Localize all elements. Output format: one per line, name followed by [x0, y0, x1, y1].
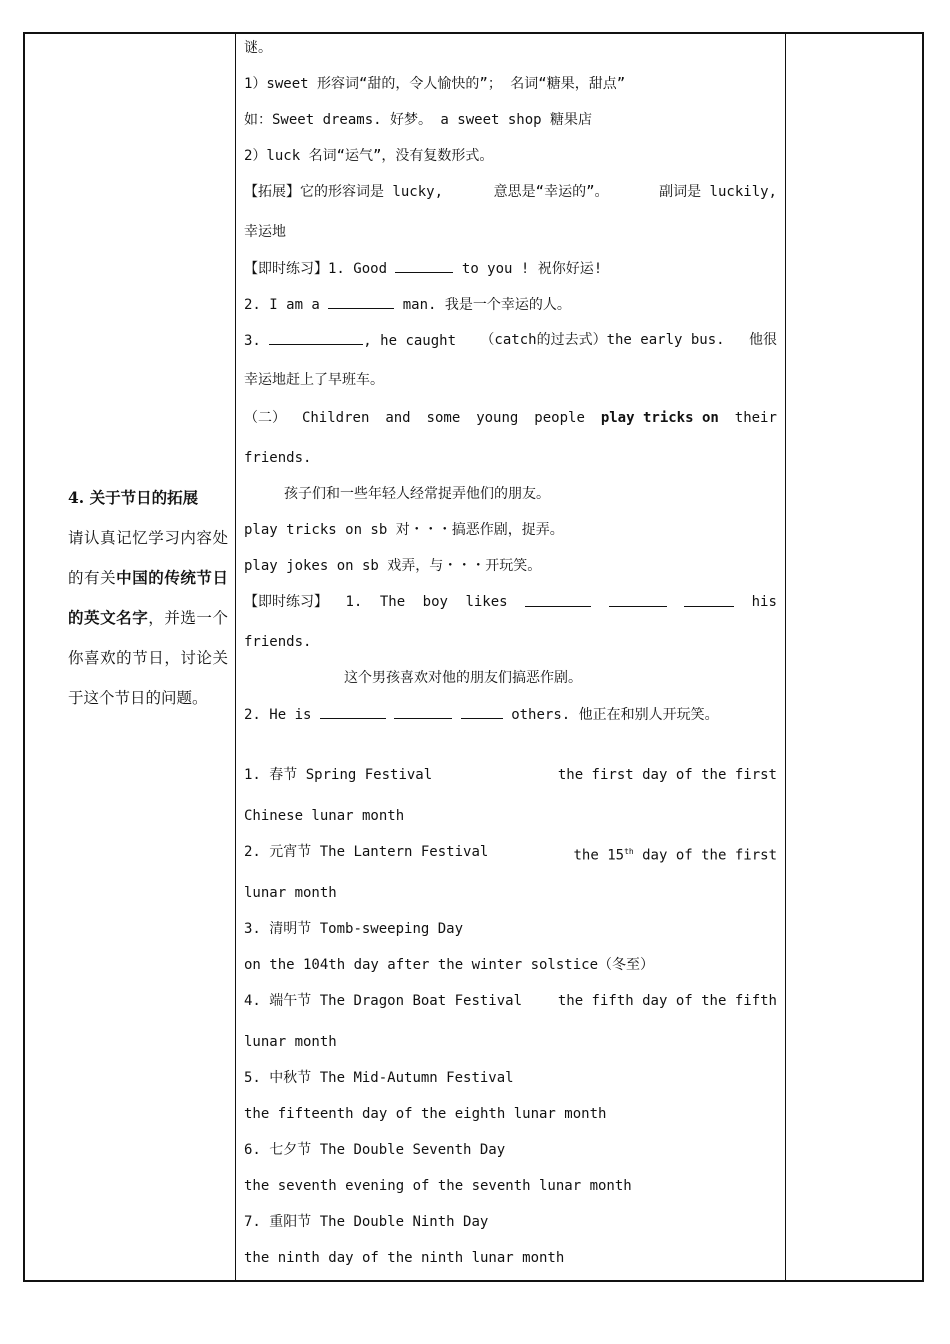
- festival-6-date: the seventh evening of the seventh lunar month: [244, 1178, 632, 1194]
- line-friends: friends.: [244, 450, 312, 466]
- festival-4-name-wrap: [244, 991, 522, 1011]
- word: some: [426, 410, 461, 426]
- festival-2-date-cont: lunar month: [244, 885, 337, 901]
- exercise-3-start: [244, 330, 456, 351]
- left-bold-phrase: 中国的传统节日的英文名字: [68, 568, 228, 627]
- festival-name: 重阳节 The Double Ninth Day: [269, 1214, 489, 1230]
- exercise-4-the: The: [379, 594, 406, 610]
- festival-7-date: the ninth day of the ninth lunar month: [244, 1250, 565, 1266]
- festival-1-name-wrap: [244, 765, 432, 785]
- festival-4: [244, 991, 777, 1011]
- word: （二）: [244, 410, 286, 426]
- exercise-2-suffix: man. 我是一个幸运的人。: [402, 297, 571, 313]
- left-heading: 4. 关于节日的拓展: [68, 488, 199, 507]
- line-luckily-meaning: 幸运地: [244, 224, 286, 240]
- exercise-3-catch: （catch的过去式）the early bus.: [480, 332, 725, 348]
- exercise-4-his: his: [751, 594, 777, 610]
- festival-number: 6.: [244, 1142, 261, 1158]
- date-sup: th: [624, 847, 634, 856]
- festival-name: 七夕节 The Double Seventh Day: [269, 1142, 506, 1158]
- blank-field[interactable]: [684, 592, 734, 607]
- exercise-1: [244, 258, 777, 279]
- word: Children: [301, 410, 370, 426]
- exercise-4: [244, 592, 777, 612]
- date-pre: the 15: [573, 847, 625, 864]
- festival-6: [244, 1140, 777, 1160]
- festival-5: [244, 1068, 777, 1088]
- exercise-3: [244, 330, 777, 351]
- festival-1: [244, 765, 777, 785]
- exercise-4-friends: friends.: [244, 634, 312, 650]
- blank-field[interactable]: [269, 330, 363, 345]
- exercise-3-end: 他很: [748, 332, 777, 348]
- festival-2-name-wrap: [244, 842, 488, 866]
- festival-date: the first day of the first: [557, 767, 777, 783]
- blank-field[interactable]: [525, 592, 591, 607]
- line-translation: 孩子们和一些年轻人经常捉弄他们的朋友。: [284, 486, 550, 502]
- word: and: [385, 410, 411, 426]
- festival-number: 1.: [244, 767, 261, 783]
- blank-field[interactable]: [394, 704, 452, 719]
- festival-name: 清明节 Tomb-sweeping Day: [269, 921, 464, 937]
- festival-5-date: the fifteenth day of the eighth lunar month: [244, 1106, 607, 1122]
- exercise-3-translation: 幸运地赶上了早班车。: [244, 372, 384, 388]
- blank-field[interactable]: [320, 704, 386, 719]
- exercise-1-suffix: to you ! 祝你好运!: [461, 261, 603, 277]
- column-divider-right: [785, 32, 786, 1282]
- extension-part-3: 副词是 luckily,: [659, 184, 777, 200]
- festival-3: [244, 919, 777, 939]
- exercise-1-prefix: 【即时练习】1. Good: [244, 261, 388, 277]
- exercise-4-label: 【即时练习】: [244, 594, 328, 610]
- festival-1-date-cont: Chinese lunar month: [244, 808, 405, 824]
- word: young: [476, 410, 519, 426]
- exercise-4-boy: boy: [422, 594, 448, 610]
- exercise-4-num: 1.: [345, 594, 363, 610]
- line-play-tricks-def: play tricks on sb 对・・・搞恶作剧，捉弄。: [244, 522, 564, 538]
- blank-field[interactable]: [609, 592, 667, 607]
- left-text-before: 请认真记忆学习内容处的有关: [68, 529, 228, 587]
- exercise-5: [244, 704, 777, 725]
- line-play-jokes-def: play jokes on sb 戏弄，与・・・开玩笑。: [244, 558, 542, 574]
- exercise-2-prefix: 2. I am a: [244, 297, 320, 313]
- date-post: day of the first: [633, 847, 777, 864]
- blank-field[interactable]: [328, 294, 394, 309]
- festival-number: 7.: [244, 1214, 261, 1230]
- festival-name: 元宵节 The Lantern Festival: [269, 844, 489, 860]
- festival-name: 端午节 The Dragon Boat Festival: [269, 993, 523, 1009]
- festival-name: 中秋节 The Mid-Autumn Festival: [269, 1070, 514, 1086]
- line-extension: [244, 182, 777, 202]
- exercise-5-suffix: others. 他正在和别人开玩笑。: [511, 707, 719, 723]
- exercise-4-likes: likes: [465, 594, 508, 610]
- line-sweet: 1）sweet 形容词“甜的，令人愉快的”； 名词“糖果，甜点”: [244, 76, 626, 92]
- line-luck: 2）luck 名词“运气”，没有复数形式。: [244, 148, 494, 164]
- exercise-2: [244, 294, 777, 315]
- festival-3-date: on the 104th day after the winter solstice（冬至）: [244, 957, 655, 973]
- line-play-tricks: [244, 408, 777, 428]
- festival-date: the fifth day of the fifth: [557, 993, 777, 1009]
- exercise-5-prefix: 2. He is: [244, 707, 312, 723]
- line-riddle: 谜。: [244, 40, 272, 56]
- festival-number: 4.: [244, 993, 261, 1009]
- column-divider-left: [235, 32, 236, 1282]
- festival-name: 春节 Spring Festival: [269, 767, 433, 783]
- festival-date: [573, 842, 777, 866]
- extension-part-2: 意思是“幸运的”。: [493, 184, 609, 200]
- blank-field[interactable]: [461, 704, 503, 719]
- exercise-4-translation: 这个男孩喜欢对他的朋友们搞恶作剧。: [344, 670, 582, 686]
- exercise-3-he-caught: , he caught: [363, 333, 457, 349]
- festival-2: [244, 842, 777, 866]
- festival-7: [244, 1212, 777, 1232]
- exercise-3-prefix: 3.: [244, 333, 261, 349]
- word: people: [534, 410, 585, 426]
- festival-number: 3.: [244, 921, 261, 937]
- blank-field[interactable]: [395, 258, 453, 273]
- extension-part-1: 【拓展】它的形容词是 lucky,: [244, 184, 444, 200]
- line-sweet-example: 如：Sweet dreams. 好梦。 a sweet shop 糖果店: [244, 112, 593, 128]
- left-body: [68, 518, 228, 718]
- word: their: [734, 410, 777, 426]
- left-text-after: ，并选一个你喜欢的节日，讨论关于这个节日的问题。: [68, 609, 228, 707]
- festival-4-date-cont: lunar month: [244, 1034, 337, 1050]
- left-column-note: [68, 478, 228, 718]
- bold-phrase: play tricks on: [600, 410, 719, 426]
- festival-number: 2.: [244, 844, 261, 860]
- festival-number: 5.: [244, 1070, 261, 1086]
